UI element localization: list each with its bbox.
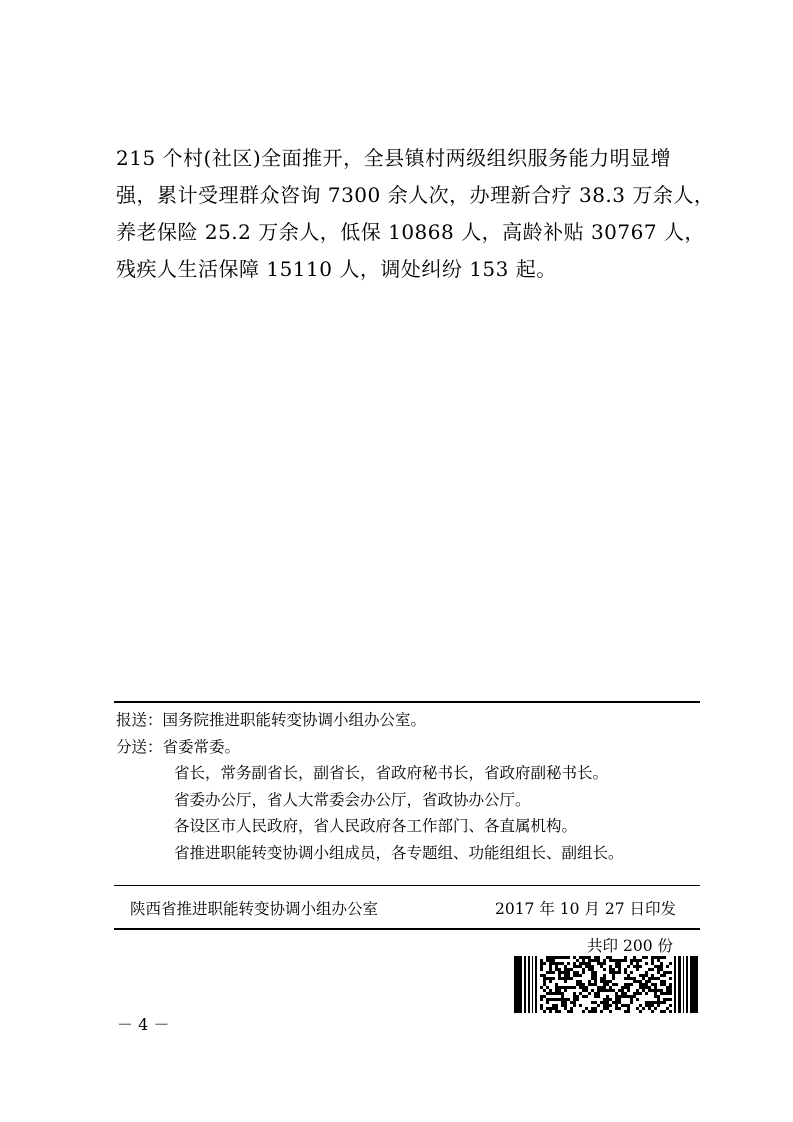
body-line: 残疾人生活保障 15110 人，调处纠纷 153 起。: [116, 257, 557, 281]
copy-to-line: 分送：省委常委。: [116, 737, 241, 756]
issuer-bottom-rule: [114, 928, 700, 930]
page-number: － 4 －: [117, 1015, 170, 1034]
distribution-top-rule: [114, 701, 700, 703]
body-line: 215 个村(社区)全面推开，全县镇村两级组织服务能力明显增: [116, 146, 672, 170]
issue-date: 2017 年 10 月 27 日印发: [494, 900, 676, 918]
copy-to-recipients: 省推进职能转变协调小组成员，各专题组、功能组组长、副组长。: [174, 843, 624, 862]
copies-count: 共印 200 份: [587, 937, 673, 955]
issuer-name: 陕西省推进职能转变协调小组办公室: [130, 900, 379, 918]
copy-to-recipients: 各设区市人民政府，省人民政府各工作部门、各直属机构。: [174, 817, 578, 836]
report-to-line: 报送：国务院推进职能转变协调小组办公室。: [116, 711, 427, 729]
issuer-top-rule: [114, 885, 700, 886]
pdf417-barcode-icon: [514, 956, 698, 1013]
body-paragraph: [116, 140, 715, 288]
copy-to-recipients: 省长，常务副省长，副省长，省政府秘书长，省政府副秘书长。: [174, 764, 609, 783]
distribution-list: [116, 707, 700, 867]
body-line: 强，累计受理群众咨询 7300 余人次，办理新合疗 38.3 万余人，: [116, 183, 715, 207]
body-line: 养老保险 25.2 万余人，低保 10868 人，高龄补贴 30767 人，: [116, 220, 705, 244]
copy-to-recipients: 省委办公厅，省人大常委会办公厅，省政协办公厅。: [174, 790, 531, 809]
